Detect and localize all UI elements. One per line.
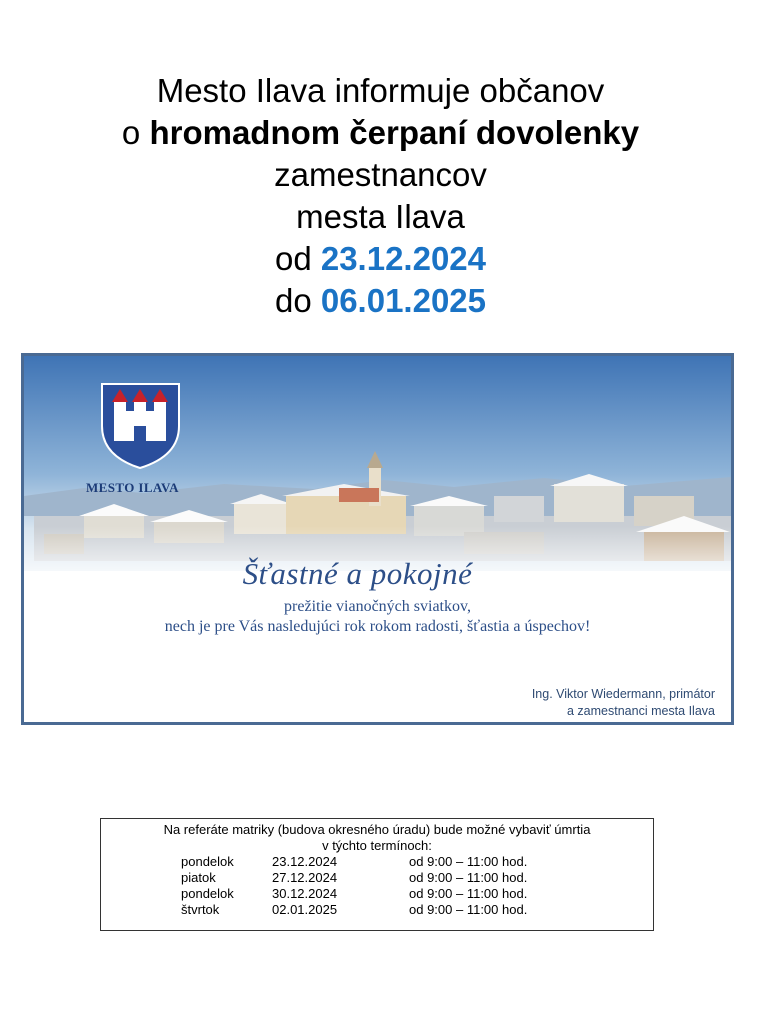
schedule-row: [101, 886, 653, 902]
office-hours-intro: [101, 822, 653, 854]
heading-bold-phrase: hromadnom čerpaní dovolenky: [149, 114, 640, 151]
schedule-date: 02.01.2025: [272, 902, 338, 917]
from-date: 23.12.2024: [320, 240, 487, 277]
heading-line-4: mesta Ilava: [296, 198, 465, 235]
schedule-row: [101, 870, 653, 886]
heading-line-1: Mesto Ilava informuje občanov: [156, 72, 605, 109]
signature-line-1: Ing. Viktor Wiedermann, primátor: [531, 687, 715, 701]
signature: [532, 686, 715, 720]
winter-town-photo: [24, 356, 731, 722]
greeting-line-1: prežitie vianočných sviatkov,: [284, 598, 471, 615]
heading-line-2: [0, 112, 761, 154]
greeting-script-title: Šťastné a pokojné: [242, 556, 473, 591]
from-prefix: od: [274, 240, 321, 277]
schedule-day: pondelok: [181, 854, 234, 869]
signature-line-2: a zamestnanci mesta Ilava: [567, 704, 715, 718]
logo-text: MESTO ILAVA: [86, 480, 179, 495]
announcement-heading: [0, 70, 761, 322]
greeting-card: [21, 353, 734, 725]
schedule-time: od 9:00 – 11:00 hod.: [409, 902, 528, 917]
schedule-row: [101, 854, 653, 870]
office-hours-box: [100, 818, 654, 931]
to-prefix: do: [274, 282, 321, 319]
heading-line-3: zamestnancov: [274, 156, 487, 193]
schedule-date: 23.12.2024: [272, 854, 338, 869]
schedule-row: [101, 902, 653, 918]
heading-from: [0, 238, 761, 280]
heading-to: [0, 280, 761, 322]
to-date: 06.01.2025: [320, 282, 487, 319]
greeting-line-2: nech je pre Vás nasledujúci rok rokom radosti, šťastia a úspechov!: [164, 618, 591, 635]
schedule-date: 30.12.2024: [272, 886, 338, 901]
heading-line-2-prefix: o: [121, 114, 150, 151]
schedule-date: 27.12.2024: [272, 870, 338, 885]
schedule-day: štvrtok: [181, 902, 220, 917]
greeting-text: [24, 556, 731, 636]
intro-line-1: Na referáte matriky (budova okresného úradu) bude možné vybaviť úmrtia: [163, 822, 591, 837]
schedule-day: pondelok: [181, 886, 234, 901]
schedule-time: od 9:00 – 11:00 hod.: [409, 886, 528, 901]
intro-line-2: v týchto termínoch:: [322, 838, 432, 853]
schedule-day: piatok: [181, 870, 216, 885]
schedule-time: od 9:00 – 11:00 hod.: [409, 854, 528, 869]
schedule-time: od 9:00 – 11:00 hod.: [409, 870, 528, 885]
